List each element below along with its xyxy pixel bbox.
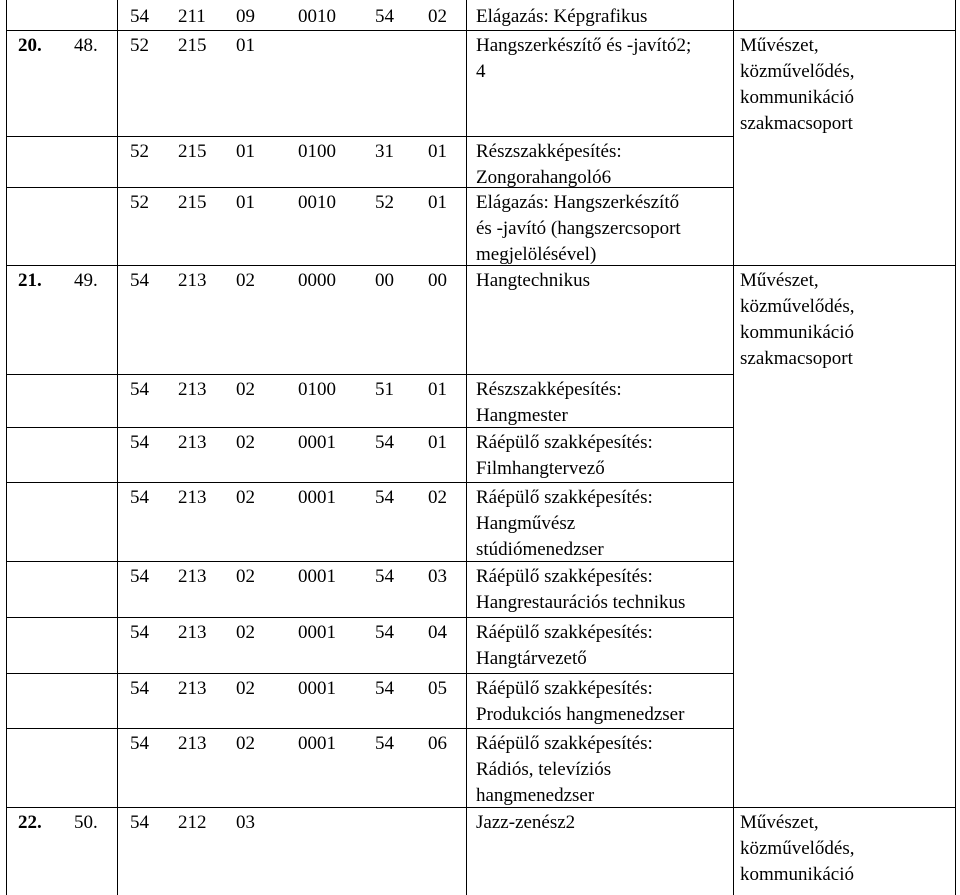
code-c4: 0010	[298, 6, 336, 27]
row-border	[6, 30, 956, 31]
code-c6: 01	[428, 379, 447, 400]
code-c2: 212	[178, 812, 207, 833]
code-c6: 03	[428, 566, 447, 587]
qualification-name-line: Hangrestaurációs technikus	[476, 592, 686, 613]
qualification-name-line: Zongorahangoló6	[476, 167, 612, 188]
row-border	[6, 427, 733, 428]
qualification-name-line: Ráépülő szakképesítés:	[476, 678, 653, 699]
qualification-name-line: Részszakképesítés:	[476, 379, 622, 400]
qualification-name-line: hangmenedzser	[476, 785, 595, 806]
qualification-name-line: Hangtárvezető	[476, 648, 587, 669]
qualification-name-line: és -javító (hangszercsoport	[476, 218, 681, 239]
code-c4: 0001	[298, 566, 336, 587]
qualification-name-line: Filmhangtervező	[476, 458, 605, 479]
code-c1: 52	[130, 192, 149, 213]
code-c4: 0001	[298, 733, 336, 754]
sector-line: közművelődés,	[740, 838, 855, 859]
sector-line: Művészet,	[740, 270, 819, 291]
qualification-name-line: Ráépülő szakképesítés:	[476, 487, 653, 508]
code-c1: 54	[130, 812, 149, 833]
qualification-name-line: stúdiómenedzser	[476, 539, 604, 560]
code-c3: 02	[236, 733, 255, 754]
qualification-name-line: Ráépülő szakképesítés:	[476, 566, 653, 587]
code-c6: 00	[428, 270, 447, 291]
sector-line: Művészet,	[740, 35, 819, 56]
sector-line: szakmacsoport	[740, 113, 853, 134]
row-id: 50.	[74, 812, 98, 833]
code-c1: 54	[130, 6, 149, 27]
code-c1: 54	[130, 487, 149, 508]
code-c1: 54	[130, 733, 149, 754]
qualification-name-line: Hangmester	[476, 405, 568, 426]
row-number: 22.	[18, 812, 42, 833]
code-c3: 09	[236, 6, 255, 27]
code-c1: 52	[130, 35, 149, 56]
code-c4: 0010	[298, 192, 336, 213]
code-c5: 52	[375, 192, 394, 213]
code-c1: 54	[130, 566, 149, 587]
code-c3: 01	[236, 192, 255, 213]
code-c4: 0001	[298, 622, 336, 643]
code-c3: 02	[236, 566, 255, 587]
code-c2: 213	[178, 622, 207, 643]
code-c5: 54	[375, 6, 394, 27]
code-c2: 213	[178, 566, 207, 587]
code-c3: 02	[236, 487, 255, 508]
code-c5: 00	[375, 270, 394, 291]
qualification-name-line: Rádiós, televíziós	[476, 759, 612, 780]
code-c4: 0100	[298, 141, 336, 162]
column-border	[733, 0, 734, 895]
qualification-name-line: Hangművész	[476, 513, 576, 534]
row-number: 21.	[18, 270, 42, 291]
code-c6: 05	[428, 678, 447, 699]
sector-line: szakmacsoport	[740, 348, 853, 369]
qualification-name-line: Jazz-zenész2	[476, 812, 576, 833]
code-c5: 54	[375, 566, 394, 587]
code-c3: 01	[236, 35, 255, 56]
code-c6: 06	[428, 733, 447, 754]
code-c4: 0100	[298, 379, 336, 400]
code-c6: 01	[428, 432, 447, 453]
column-border	[6, 0, 7, 895]
qualification-name-line: Produkciós hangmenedzser	[476, 704, 685, 725]
sector-line: kommunikáció	[740, 322, 854, 343]
sector-line: közművelődés,	[740, 296, 855, 317]
code-c5: 31	[375, 141, 394, 162]
code-c6: 01	[428, 141, 447, 162]
code-c3: 02	[236, 678, 255, 699]
code-c3: 02	[236, 270, 255, 291]
code-c1: 54	[130, 432, 149, 453]
row-number: 20.	[18, 35, 42, 56]
code-c6: 02	[428, 487, 447, 508]
code-c2: 215	[178, 192, 207, 213]
code-c1: 52	[130, 141, 149, 162]
sector-line: Művészet,	[740, 812, 819, 833]
code-c5: 54	[375, 432, 394, 453]
code-c2: 215	[178, 35, 207, 56]
code-c2: 213	[178, 270, 207, 291]
row-border	[6, 374, 733, 375]
code-c2: 215	[178, 141, 207, 162]
row-border	[6, 728, 733, 729]
qualification-name-line: Elágazás: Képgrafikus	[476, 6, 648, 27]
qualification-name-line: Ráépülő szakképesítés:	[476, 622, 653, 643]
row-border	[6, 482, 733, 483]
column-border	[955, 0, 956, 895]
code-c6: 02	[428, 6, 447, 27]
sector-line: kommunikáció	[740, 87, 854, 108]
qualification-name-line: Ráépülő szakképesítés:	[476, 733, 653, 754]
code-c6: 01	[428, 192, 447, 213]
row-border	[6, 187, 733, 188]
code-c6: 04	[428, 622, 447, 643]
code-c3: 02	[236, 379, 255, 400]
row-border	[6, 561, 733, 562]
code-c4: 0001	[298, 487, 336, 508]
code-c2: 213	[178, 733, 207, 754]
qualification-name-line: Elágazás: Hangszerkészítő	[476, 192, 680, 213]
row-id: 48.	[74, 35, 98, 56]
row-border	[6, 617, 733, 618]
code-c4: 0000	[298, 270, 336, 291]
code-c3: 02	[236, 622, 255, 643]
qualification-name-line: Ráépülő szakképesítés:	[476, 432, 653, 453]
code-c5: 54	[375, 678, 394, 699]
code-c2: 213	[178, 678, 207, 699]
code-c2: 213	[178, 432, 207, 453]
sector-line: kommunikáció	[740, 864, 854, 885]
code-c1: 54	[130, 379, 149, 400]
qualification-name-line: Részszakképesítés:	[476, 141, 622, 162]
column-border	[117, 0, 118, 895]
row-border	[6, 136, 733, 137]
code-c3: 01	[236, 141, 255, 162]
code-c2: 211	[178, 6, 206, 27]
qualification-name-line: megjelölésével)	[476, 244, 597, 265]
code-c1: 54	[130, 270, 149, 291]
code-c5: 54	[375, 733, 394, 754]
code-c5: 54	[375, 487, 394, 508]
qualification-name-line: Hangszerkészítő és -javító2;	[476, 35, 692, 56]
row-id: 49.	[74, 270, 98, 291]
qualification-name-line: 4	[476, 61, 486, 82]
code-c5: 54	[375, 622, 394, 643]
code-c4: 0001	[298, 432, 336, 453]
code-c1: 54	[130, 678, 149, 699]
sector-line: közművelődés,	[740, 61, 855, 82]
column-border	[466, 0, 467, 895]
code-c3: 03	[236, 812, 255, 833]
code-c2: 213	[178, 487, 207, 508]
qualification-name-line: Hangtechnikus	[476, 270, 590, 291]
code-c1: 54	[130, 622, 149, 643]
code-c5: 51	[375, 379, 394, 400]
code-c4: 0001	[298, 678, 336, 699]
code-c2: 213	[178, 379, 207, 400]
code-c3: 02	[236, 432, 255, 453]
row-border	[6, 673, 733, 674]
